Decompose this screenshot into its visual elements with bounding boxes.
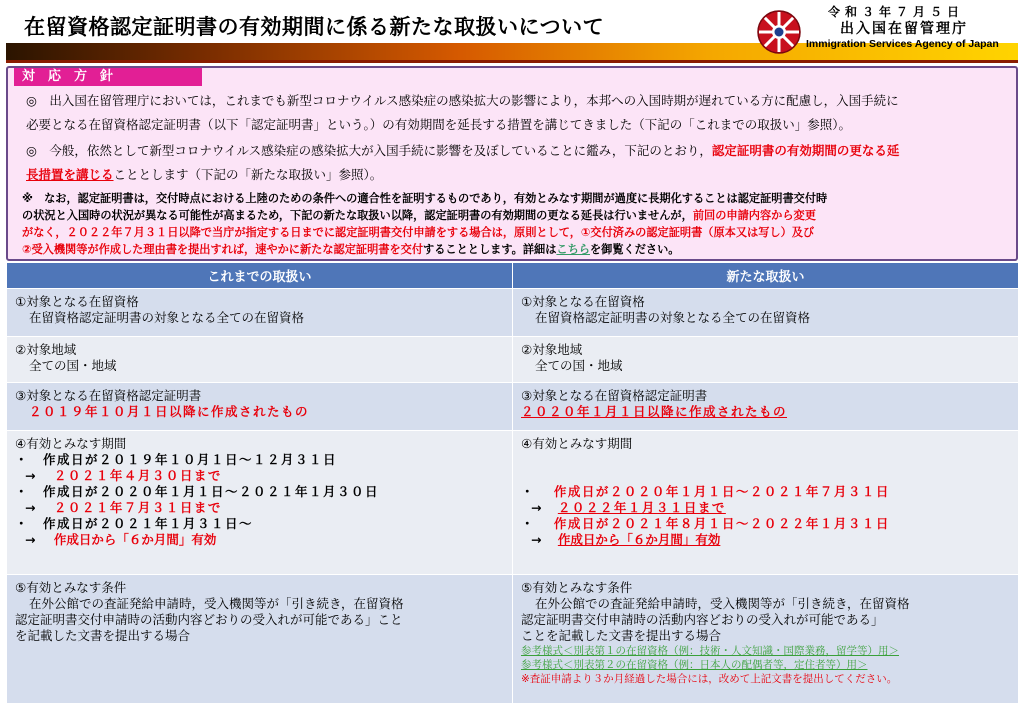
old-period-result-2 (15, 500, 512, 516)
table-row (7, 337, 1019, 383)
new-period-result-2-text: 作成日から「６か月間」有効 (557, 532, 721, 547)
policy-paragraph-1-line-2: 必要となる在留資格認定証明書（以下「認定証明書」という。）の有効期間を延長する措置を講じてきました（下記の「これまでの取扱い」参照）。 (26, 117, 852, 132)
reference-form-link-1[interactable]: 参考様式＜別表第１の在留資格（例：技術・人文知識・国際業務，留学等）用＞ (521, 645, 899, 657)
new-period-item-1-text: 作成日が２０２０年１月１日～２０２１年７月３１日 (553, 484, 890, 499)
note-line-2-text: の状況と入国時の状況が異なる可能性が高まるため，下記の新たな取扱い以降，認定証明書の有効期間の更なる延長は行いませんが， (22, 209, 693, 222)
old-status-cell (7, 289, 513, 337)
new-period-item-1 (521, 484, 1018, 500)
note-line-1: ※ なお，認定証明書は，交付時点における上陸のための条件への適合性を証明するものであり，有効とみなす期間が過度に長期化することは認定証明書交付時 (22, 192, 828, 205)
bullet: ・ (521, 516, 534, 531)
old-status-title: ①対象となる在留資格 (15, 294, 139, 309)
arrow-icon: → (25, 532, 36, 547)
table-row (7, 431, 1019, 575)
note-line-3: がなく，２０２２年７月３１日以降で当庁が指定する日までに認定証明書交付申請をする場合は，原則として，①交付済みの認定証明書（原本又は写し）及び (22, 226, 815, 239)
new-certificate-title: ③対象となる在留資格認定証明書 (521, 388, 708, 403)
new-certificate-cell (513, 383, 1019, 431)
policy-box (6, 66, 1018, 261)
note-line-4 (22, 241, 680, 258)
visa-application-note: ※査証申請より３か月経過した場合には，改めて上記文書を提出してください。 (521, 673, 898, 685)
old-period-item-2: ・ 作成日が２０２０年１月１日～２０２１年１月３０日 (15, 484, 380, 499)
arrow-icon: → (25, 500, 36, 515)
table-row (7, 289, 1019, 337)
new-certificate-body: ２０２０年１月１日以降に作成されたもの (521, 404, 788, 419)
new-period-item-2 (521, 516, 1018, 532)
note-line-2-highlight: 前回の申請内容から変更 (692, 209, 816, 222)
comparison-table (6, 262, 1019, 704)
new-condition-body-3: ことを記載した文書を提出する場合 (521, 628, 722, 643)
old-period-result-1 (15, 468, 512, 484)
old-period-result-1-text: ２０２１年４月３０日まで (53, 468, 222, 483)
policy-paragraph-2-highlight-end: 長措置を講じる (26, 167, 114, 182)
arrow-icon: → (25, 468, 36, 483)
policy-paragraph-2-line-2 (26, 166, 382, 184)
new-period-result-1 (521, 500, 1018, 516)
header-date: 令和３年７月５日 (828, 5, 965, 19)
new-period-title: ④有効とみなす期間 (521, 436, 633, 451)
header-old-handling: これまでの取扱い (7, 263, 513, 289)
old-status-body: 在留資格認定証明書の対象となる全ての在留資格 (29, 310, 305, 325)
old-region-title: ②対象地域 (15, 342, 77, 357)
table-row (7, 575, 1019, 704)
arrow-icon: → (531, 500, 542, 515)
policy-paragraph-2-text-end: こととします（下記の「新たな取扱い」参照）。 (113, 167, 383, 182)
note-line-4-highlight: ②受入機関等が作成した理由書を提出すれば，速やかに新たな認定証明書を交付 (22, 243, 424, 256)
new-status-body: 在留資格認定証明書の対象となる全ての在留資格 (535, 310, 811, 325)
old-period-title: ④有効とみなす期間 (15, 436, 127, 451)
new-period-result-1-text: ２０２２年１月３１日まで (557, 500, 726, 515)
note-line-2 (22, 207, 816, 224)
old-certificate-title: ③対象となる在留資格認定証明書 (15, 388, 202, 403)
header-new-handling: 新たな取扱い (513, 263, 1019, 289)
old-condition-body-1: 在外公館での査証発給申請時，受入機関等が「引き続き，在留資格 (29, 596, 404, 611)
new-condition-body-2: 認定証明書交付申請時の活動内容どおりの受入れが可能である」 (521, 612, 884, 627)
header-agency-name-en: Immigration Services Agency of Japan (806, 38, 999, 50)
table-row (7, 383, 1019, 431)
old-condition-body-3: を記載した文書を提出する場合 (15, 628, 191, 643)
details-link[interactable]: こちら (556, 243, 590, 256)
agency-emblem-icon (757, 10, 801, 54)
new-region-title: ②対象地域 (521, 342, 583, 357)
new-condition-title: ⑤有効とみなす条件 (521, 580, 633, 595)
new-region-body: 全ての国・地域 (535, 358, 623, 373)
spacer (521, 452, 1018, 484)
old-condition-title: ⑤有効とみなす条件 (15, 580, 127, 595)
reference-form-link-2[interactable]: 参考様式＜別表第２の在留資格（例：日本人の配偶者等，定住者等）用＞ (521, 659, 868, 671)
new-region-cell (513, 337, 1019, 383)
old-certificate-cell (7, 383, 513, 431)
old-region-cell (7, 337, 513, 383)
policy-tag: 対応方針 (14, 68, 202, 86)
policy-paragraph-2-text: ◎ 今般，依然として新型コロナウイルス感染症の感染拡大が入国手続に影響を及ぼしていることに鑑み，下記のとおり， (26, 143, 712, 158)
policy-paragraph-1-line-1: ◎ 出入国在留管理庁においては，これまでも新型コロナウイルス感染症の感染拡大の影響により，本邦への入国時期が遅れている方に配慮し，入国手続に (26, 93, 899, 108)
bullet: ・ (521, 484, 534, 499)
policy-paragraph-2-line-1 (26, 142, 899, 160)
old-period-result-2-text: ２０２１年７月３１日まで (53, 500, 222, 515)
old-region-body: 全ての国・地域 (29, 358, 117, 373)
new-period-result-2 (521, 532, 1018, 548)
header-agency-name: 出入国在留管理庁 (840, 21, 968, 37)
new-status-title: ①対象となる在留資格 (521, 294, 645, 309)
old-period-item-1: ・ 作成日が２０１９年１０月１日～１２月３１日 (15, 452, 338, 467)
new-period-item-2-text: 作成日が２０２１年８月１日～２０２２年１月３１日 (553, 516, 890, 531)
note-line-4-text: することとします。詳細は (423, 243, 557, 256)
header-divider (6, 60, 1018, 63)
page-title: 在留資格認定証明書の有効期間に係る新たな取扱いについて (24, 15, 605, 39)
old-period-item-3: ・ 作成日が２０２１年１月３１日～ (15, 516, 254, 531)
old-period-cell (7, 431, 513, 575)
new-period-cell (513, 431, 1019, 575)
old-period-result-3-text: 作成日から「６か月間」有効 (53, 532, 217, 547)
new-status-cell (513, 289, 1019, 337)
old-condition-body-2: 認定証明書交付申請時の活動内容どおりの受入れが可能である」こと (15, 612, 403, 627)
note-line-4-end: を御覧ください。 (589, 243, 680, 256)
policy-paragraph-2-highlight: 認定証明書の有効期間の更なる延 (711, 143, 900, 158)
old-certificate-body: ２０１９年１０月１日以降に作成されたもの (29, 404, 310, 419)
arrow-icon: → (531, 532, 542, 547)
new-condition-body-1: 在外公館での査証発給申請時，受入機関等が「引き続き，在留資格 (535, 596, 910, 611)
new-condition-cell (513, 575, 1019, 704)
old-condition-cell (7, 575, 513, 704)
old-period-result-3 (15, 532, 512, 548)
